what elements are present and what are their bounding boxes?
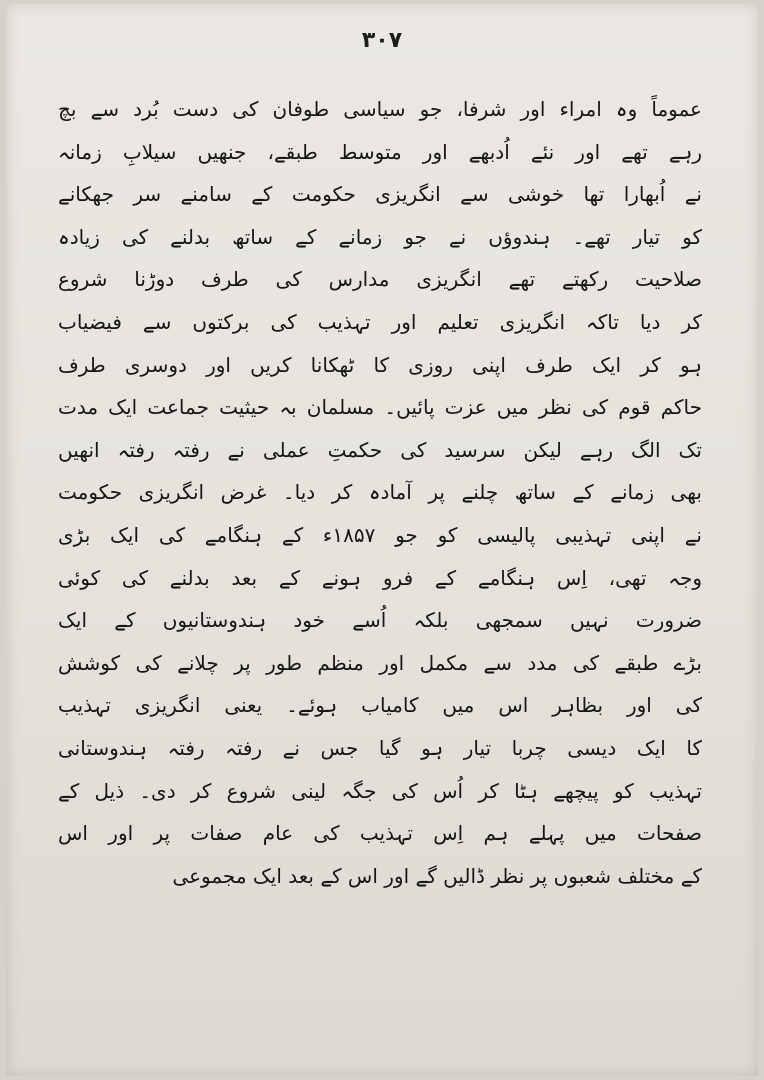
- document-page: [6, 4, 758, 1076]
- body-text: [58, 88, 702, 897]
- page-number: ۳۰۷: [361, 28, 403, 53]
- text-line: تہذیب کو پیچھے ہٹا کر اُس کی جگہ لینی شروع کر دی۔ ذیل کے: [58, 778, 702, 803]
- text-line: عموماً وہ امراء اور شرفا، جو سیاسی طوفان کی دست بُرد سے بچ: [58, 97, 702, 121]
- text-line: نے اپنی تہذیبی پالیسی کو جو ۱۸۵۷ء کے ہنگامے کی ایک بڑی: [58, 522, 702, 547]
- text-line: نے اُبھارا تھا خوشی سے انگریزی حکومت کے سامنے سر جھکانے: [58, 182, 702, 207]
- text-line: وجہ تھی، اِس ہنگامے کے فرو ہونے کے بعد بدلنے کی کوئی: [58, 565, 702, 590]
- text-line: ہو کر ایک طرف اپنی روزی کا ٹھکانا کریں اور دوسری طرف: [58, 352, 702, 377]
- text-line: رہے تھے اور نئے اُدبھے اور متوسط طبقے، جنھیں سیلابِ زمانہ: [58, 139, 702, 164]
- text-line: تک الگ رہے لیکن سرسید کی حکمتِ عملی نے رفتہ رفتہ انھیں: [58, 437, 702, 462]
- text-line: بھی زمانے کے ساتھ چلنے پر آمادہ کر دیا۔ غرض انگریزی حکومت: [58, 480, 702, 505]
- text-line: صفحات میں پہلے ہم اِس تہذیب کی عام صفات پر اور اس: [58, 821, 702, 846]
- text-line: کا ایک دیسی چربا تیار ہو گیا جس نے رفتہ رفتہ ہندوستانی: [58, 735, 702, 760]
- text-line: کے مختلف شعبوں پر نظر ڈالیں گے اور اس کے بعد ایک مجموعی: [172, 863, 702, 888]
- text-line: صلاحیت رکھتے تھے انگریزی مدارس کی طرف دوڑنا شروع: [58, 267, 702, 292]
- text-line: ضرورت نہیں سمجھی بلکہ اُسے خود ہندوستانیوں کے ایک: [58, 608, 702, 633]
- text-line: کی اور بظاہر اس میں کامیاب ہوئے۔ یعنی انگریزی تہذیب: [58, 693, 702, 718]
- text-line: حاکم قوم کی نظر میں عزت پائیں۔ مسلمان بہ حیثیت جماعت ایک مدت: [58, 395, 702, 420]
- text-line: کو تیار تھے۔ ہندوؤں نے جو زمانے کے ساتھ بدلنے کی زیادہ: [58, 224, 702, 249]
- text-line: بڑے طبقے کی مدد سے مکمل اور منظم طور پر چلانے کی کوشش: [58, 650, 702, 675]
- text-line: کر دیا تاکہ انگریزی تعلیم اور تہذیب کی برکتوں سے فیضیاب: [58, 309, 702, 334]
